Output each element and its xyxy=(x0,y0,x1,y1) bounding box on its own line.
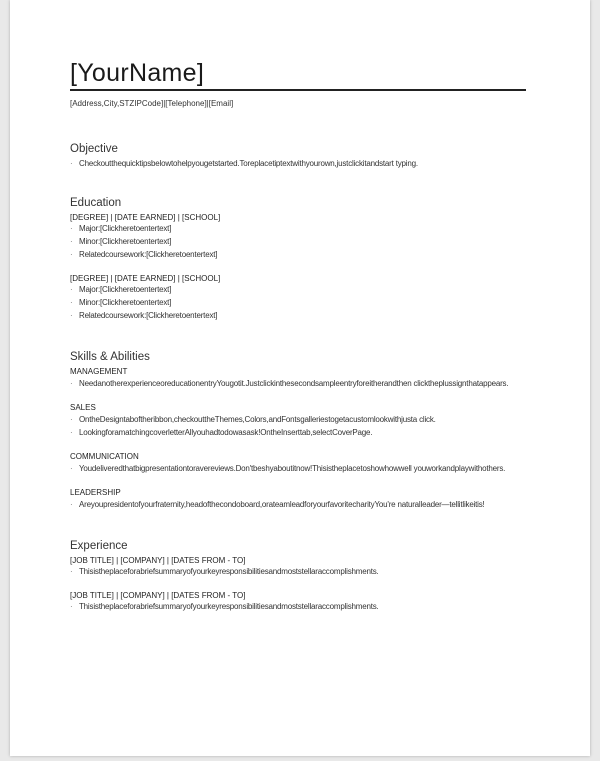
resume-name[interactable]: [YourName] xyxy=(70,58,526,91)
experience-list xyxy=(70,567,530,577)
resume-page xyxy=(10,0,590,756)
bullet-icon: · xyxy=(70,567,73,576)
bullet-icon: · xyxy=(70,224,73,233)
skill-list xyxy=(70,464,530,474)
skill-group-heading[interactable]: MANAGEMENT xyxy=(70,367,128,376)
section-title-objective: Objective xyxy=(70,143,118,155)
section-title-skills: Skills & Abilities xyxy=(70,351,150,363)
education-entry-heading[interactable]: [DEGREE] | [DATE EARNED] | [SCHOOL] xyxy=(70,213,221,222)
experience-list xyxy=(70,602,530,612)
education-entry-heading[interactable]: [DEGREE] | [DATE EARNED] | [SCHOOL] xyxy=(70,274,221,283)
experience-entry-heading[interactable]: [JOB TITLE] | [COMPANY] | [DATES FROM - TO] xyxy=(70,556,246,565)
skill-list xyxy=(70,379,530,389)
resume-content xyxy=(70,58,530,615)
skill-list xyxy=(70,415,530,438)
list-item[interactable]: · Thisistheplaceforabriefsummaryofyourkeyresponsibilitiesandmoststellaraccomplishments. xyxy=(70,567,379,576)
bullet-icon: · xyxy=(70,298,73,307)
contact-line[interactable]: [Address,City,STZIPCode]|[Telephone]|[Email] xyxy=(70,99,234,108)
bullet-icon: · xyxy=(70,159,73,168)
bullet-icon: · xyxy=(70,379,73,388)
list-item[interactable]: · NeedanotherexperienceoreducationentryYougotit.Justclickinthesecondsampleentryforeitherandthen clicktheplussignthatappears. xyxy=(70,379,509,388)
bullet-icon: · xyxy=(70,311,73,320)
list-item[interactable]: · Relatedcoursework:[Clickheretoentertext] xyxy=(70,311,218,320)
skill-group-heading[interactable]: LEADERSHIP xyxy=(70,488,121,497)
list-item[interactable]: · Major:[Clickheretoentertext] xyxy=(70,224,172,233)
bullet-icon: · xyxy=(70,602,73,611)
bullet-icon: · xyxy=(70,250,73,259)
list-item[interactable]: · Minor:[Clickheretoentertext] xyxy=(70,237,172,246)
bullet-icon: · xyxy=(70,500,73,509)
objective-list xyxy=(70,159,530,169)
skill-list xyxy=(70,500,530,510)
bullet-icon: · xyxy=(70,415,73,424)
bullet-icon: · xyxy=(70,464,73,473)
list-item[interactable]: · Relatedcoursework:[Clickheretoentertext] xyxy=(70,250,218,259)
bullet-icon: · xyxy=(70,285,73,294)
section-title-education: Education xyxy=(70,197,122,209)
experience-entry-heading[interactable]: [JOB TITLE] | [COMPANY] | [DATES FROM - TO] xyxy=(70,591,246,600)
skill-group-heading[interactable]: COMMUNICATION xyxy=(70,452,139,461)
list-item[interactable]: · Checkoutthequicktipsbelowtohelpyougetstarted.Toreplacetiptextwithyourown,justclickitandstart typing. xyxy=(70,159,418,168)
list-item[interactable]: · Areyoupresidentofyourfraternity,headofthecondoboard,orateamleadforyourfavoritecharityYou're naturalleader—tellitlikeitis! xyxy=(70,500,485,509)
skill-group-heading[interactable]: SALES xyxy=(70,403,96,412)
list-item[interactable]: · OntheDesigntaboftheribbon,checkouttheThemes,Colors,andFontsgalleriestogetacustomlookwithjusta click. xyxy=(70,415,436,424)
education-list xyxy=(70,285,530,321)
list-item[interactable]: · Major:[Clickheretoentertext] xyxy=(70,285,172,294)
list-item[interactable]: · Youdeliveredthatbigpresentationtoravereviews.Don'tbeshyaboutitnow!Thisistheplacetoshowhowwell youworkandplaywithothers. xyxy=(70,464,506,473)
bullet-icon: · xyxy=(70,237,73,246)
section-title-experience: Experience xyxy=(70,540,128,552)
education-list xyxy=(70,224,530,260)
list-item[interactable]: · Thisistheplaceforabriefsummaryofyourkeyresponsibilitiesandmoststellaraccomplishments. xyxy=(70,602,379,611)
bullet-icon: · xyxy=(70,428,73,437)
list-item[interactable]: · Minor:[Clickheretoentertext] xyxy=(70,298,172,307)
list-item[interactable]: · LookingforamatchingcoverletterAllyouhadtodowasask!OntheInserttab,selectCoverPage. xyxy=(70,428,373,437)
